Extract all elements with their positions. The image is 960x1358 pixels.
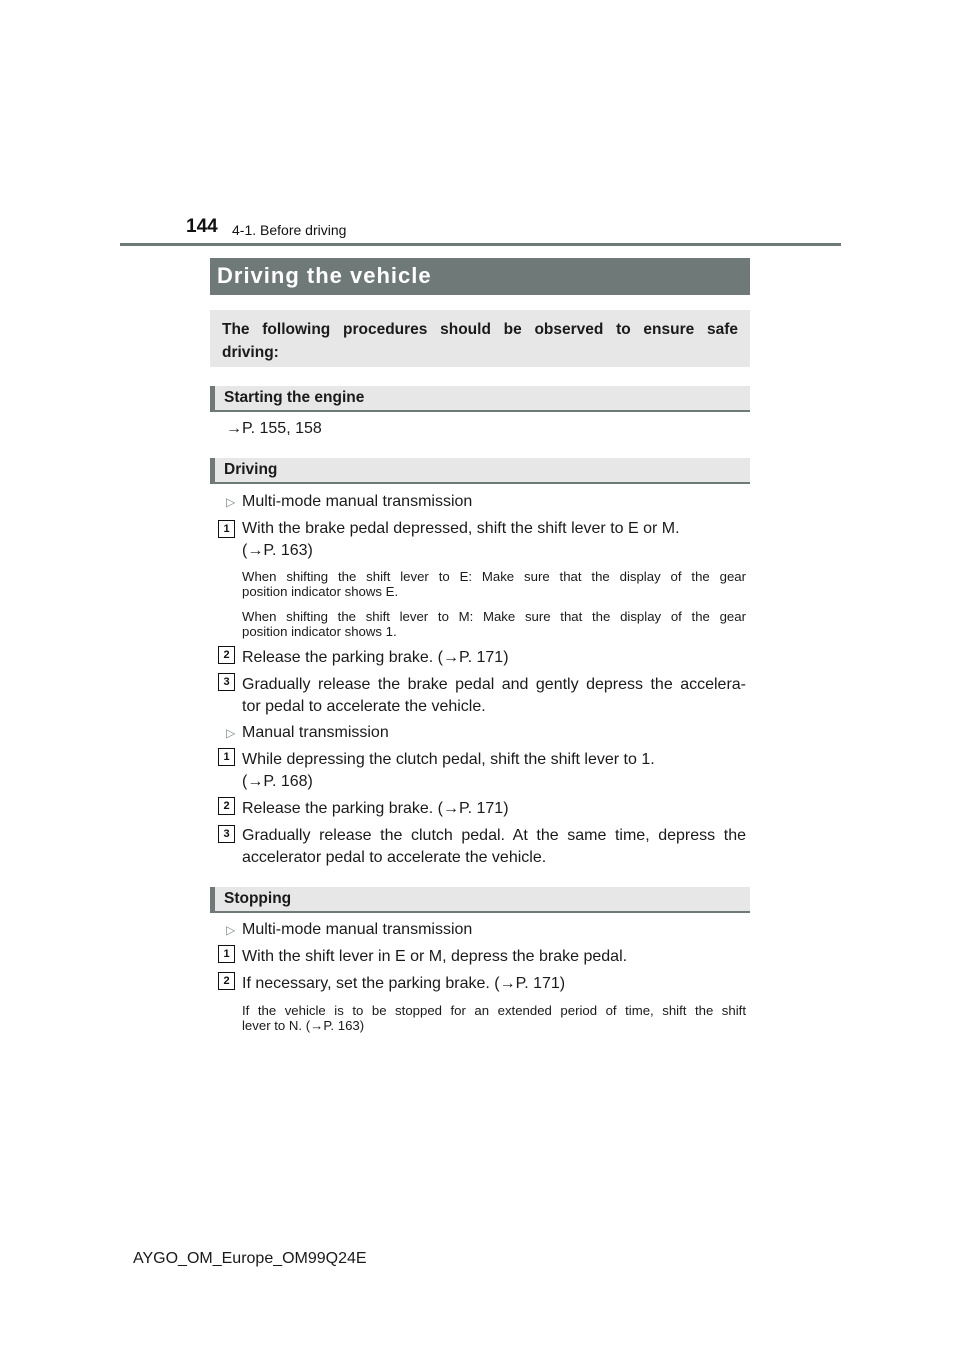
driving-mt-step-3-line-2: accelerator pedal to accelerate the vehicle. (242, 849, 547, 866)
driving-mmt-step-1-line-1: With the brake pedal depressed, shift the shift lever to E or M. (242, 520, 680, 537)
step-number-badge: 3 (218, 825, 235, 843)
page-title: Driving the vehicle (210, 258, 750, 295)
driving-mmt-step-1-line-2[interactable]: (→P. 163) (242, 542, 313, 559)
note-e-line-2: position indicator shows E. (242, 584, 399, 599)
driving-mt-step-3-line-1: Gradually release the clutch pedal. At the same time, depress the (242, 827, 746, 844)
driving-mt-step-2: Release the parking brake. (→P. 171) (242, 800, 509, 817)
heading-driving: Driving (210, 458, 750, 484)
step-number-badge: 1 (218, 520, 235, 538)
note-e-line-1: When shifting the shift lever to E: Make sure that the display of the gear (242, 569, 746, 584)
stopping-note (242, 1003, 746, 1033)
step-number-badge: 2 (218, 797, 235, 815)
note-m-line-1: When shifting the shift lever to M: Make sure that the display of the gear (242, 609, 746, 624)
intro-line-1: The following procedures should be observed to ensure safe (222, 321, 738, 338)
step-number-badge: 3 (218, 673, 235, 691)
driving-mt-step-1-line-1: While depressing the clutch pedal, shift the shift lever to 1. (242, 751, 655, 768)
driving-mmt-label: Multi-mode manual transmission (242, 493, 473, 510)
driving-mmt-step-3-line-1: Gradually release the brake pedal and gently depress the accelera- (242, 676, 746, 693)
arrow-right-icon: ▷ (226, 495, 236, 509)
stopping-note-line-2: lever to N. (→P. 163) (242, 1018, 365, 1033)
driving-mt-label: Manual transmission (242, 724, 389, 741)
note-m-line-2: position indicator shows 1. (242, 624, 397, 639)
document-code: AYGO_OM_Europe_OM99Q24E (133, 1250, 367, 1267)
stopping-note-line-1: If the vehicle is to be stopped for an extended period of time, shift the shift (242, 1003, 746, 1018)
driving-mmt-step-3-line-2: tor pedal to accelerate the vehicle. (242, 698, 486, 715)
section-label: 4-1. Before driving (232, 222, 347, 238)
stopping-mmt-label: Multi-mode manual transmission (242, 921, 473, 938)
step-number-badge: 1 (218, 748, 235, 766)
driving-mmt-step-2: Release the parking brake. (→P. 171) (242, 649, 509, 666)
step-number-badge: 2 (218, 646, 235, 664)
heading-starting-engine: Starting the engine (210, 386, 750, 412)
driving-mmt-note-m (242, 609, 746, 639)
intro-box (210, 310, 750, 367)
step-number-badge: 1 (218, 945, 235, 963)
arrow-right-icon: ▷ (226, 923, 236, 937)
starting-engine-reference[interactable]: →P. 155, 158 (226, 420, 322, 437)
driving-mmt-note-e (242, 569, 746, 599)
stopping-step-2: If necessary, set the parking brake. (→P. 171) (242, 975, 566, 992)
arrow-right-icon: ▷ (226, 726, 236, 740)
page-number: 144 (186, 216, 218, 237)
header-divider (120, 243, 841, 246)
intro-line-2: driving: (222, 344, 279, 361)
step-number-badge: 2 (218, 972, 235, 990)
driving-mt-step-1-line-2[interactable]: (→P. 168) (242, 773, 313, 790)
heading-stopping: Stopping (210, 887, 750, 913)
stopping-step-1: With the shift lever in E or M, depress the brake pedal. (242, 948, 628, 965)
